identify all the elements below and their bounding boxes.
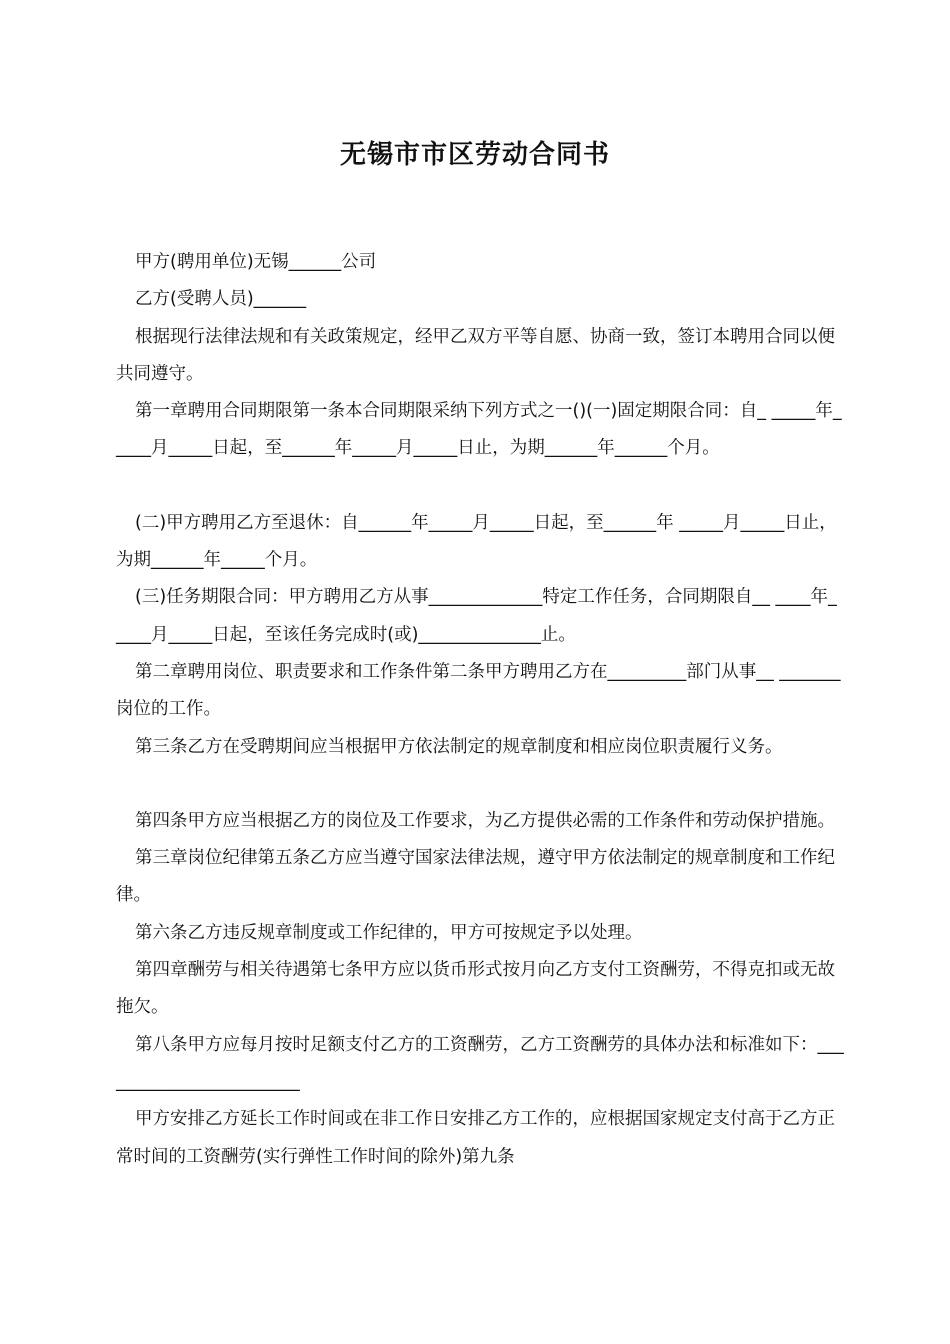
chapter-2-article-2-paragraph: 第二章聘用岗位、职责要求和工作条件第二条甲方聘用乙方在_________部门从事__ _______岗位的工作。 [116,661,841,720]
document-body [116,244,844,1176]
party-b-line: 乙方(受聘人员)______ [135,289,307,310]
chapter-1-article-1-paragraph: 第一章聘用合同期限第一条本合同期限采纳下列方式之一()(一)固定期限合同：自_ _____年_____月_____日起，至______年_____月_____日止，为期______年______个月。 [116,401,842,459]
party-a-line: 甲方(聘用单位)无锡______公司 [135,252,377,272]
document-title: 无锡市市区劳动合同书 [339,140,610,170]
task-term-paragraph: (三)任务期限合同：甲方聘用乙方从事_____________特定工作任务，合同期限自__ ____年_____月_____日起，至该任务完成时(或)______________止。 [116,587,837,645]
article-3-paragraph: 第三条乙方在受聘期间应当根据甲方依法制定的规章制度和相应岗位职责履行义务。 [135,736,783,757]
chapter-3-article-5-paragraph: 第三章岗位纪律第五条乙方应当遵守国家法律法规，遵守甲方依法制定的规章制度和工作纪律。 [116,848,835,906]
article-6-paragraph: 第六条乙方违反规章制度或工作纪律的，甲方可按规定予以处理。 [135,922,643,943]
chapter-4-article-7-paragraph: 第四章酬劳与相关待遇第七条甲方应以货币形式按月向乙方支付工资酬劳，不得克扣或无故拖欠。 [116,960,835,1018]
preamble-paragraph: 根据现行法律法规和有关政策规定，经甲乙双方平等自愿、协商一致，签订本聘用合同以便共同遵守。 [116,326,835,384]
retirement-term-paragraph: (二)甲方聘用乙方至退休：自______年_____月_____日起，至______年 _____月_____日止，为期______年_____个月。 [116,512,837,571]
overtime-pay-paragraph: 甲方安排乙方延长工作时间或在非工作日安排乙方工作的，应根据国家规定支付高于乙方正常时间的工资酬劳(实行弹性工作时间的除外)第九条 [116,1109,835,1167]
article-8-paragraph: 第八条甲方应每月按时足额支付乙方的工资酬劳，乙方工资酬劳的具体办法和标准如下：________________________ [116,1034,844,1092]
article-4-paragraph: 第四条甲方应当根据乙方的岗位及工作要求，为乙方提供必需的工作条件和劳动保护措施。 [135,810,835,831]
